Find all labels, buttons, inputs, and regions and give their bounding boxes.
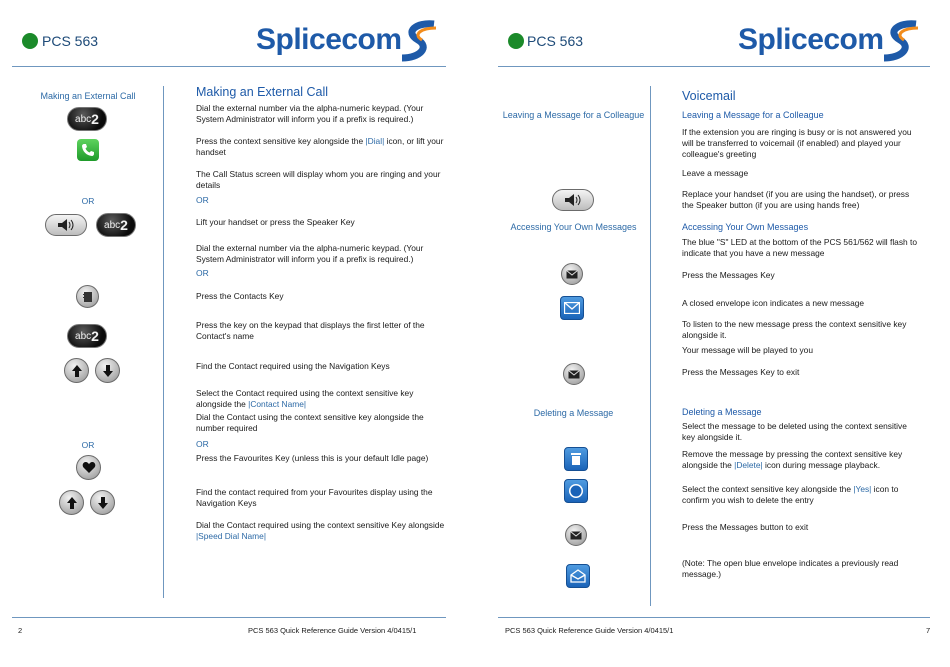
messages-key[interactable] [565,524,587,546]
dial-icon[interactable] [77,139,99,161]
header-divider [12,66,446,67]
step-text: The Call Status screen will display whom you are ringing and your details [196,169,441,190]
subsection-title: Accessing Your Own Messages [682,222,809,232]
speaker-icon [56,218,76,232]
open-envelope-icon[interactable] [566,564,590,588]
footer-divider [498,617,930,618]
footer-guide: PCS 563 Quick Reference Guide Version 4/0415/1 [505,626,674,635]
step-text: Press the Contacts Key [196,291,284,301]
step-text: Press the Messages Key [682,270,775,280]
step-text: Press the Messages button to exit [682,522,809,532]
step-text: Dial the external number via the alpha-numeric keypad. (Your System Administrator will inform you if a prefix is required.) [196,103,424,124]
step-text: A closed envelope icon indicates a new message [682,298,865,308]
abc2-key[interactable]: abc 2 [67,107,107,131]
side-label-leaving: Leaving a Message for a Colleague [502,110,645,120]
splicecom-logo: Splicecom [256,18,440,62]
model-name: PCS 563 [42,33,99,49]
step-text: (Note: The open blue envelope indicates a previously read message.) [682,558,899,579]
arrow-down-icon [97,496,109,510]
footer-divider [12,617,446,618]
delete-bin-icon[interactable] [564,447,588,471]
step-text: Remove the message by pressing the context sensitive key alongside the |Delete| icon during message playback. [682,449,903,470]
arrow-up-icon [66,496,78,510]
step-text: Press the Messages Key to exit [682,367,800,377]
step-text: Dial the external number via the alpha-numeric keypad. (Your System Administrator will inform you if a prefix is required.) [196,243,424,264]
step-text: Find the contact required from your Favourites display using the Navigation Keys [196,487,433,508]
arrow-up-icon [71,364,83,378]
section-title: Voicemail [682,89,736,103]
step-text: Press the key on the keypad that displays the first letter of the Contact's name [196,320,425,341]
side-label-deleting: Deleting a Message [533,408,614,418]
envelope-icon [568,370,580,379]
step-text: Press the Favourites Key (unless this is your default Idle page) [196,453,429,463]
step-text: Select the message to be deleted using the context sensitive key alongside it. [682,421,907,442]
envelope-icon [570,531,582,540]
abc2-key[interactable]: abc 2 [96,213,136,237]
logo-swoosh-icon [396,18,440,62]
header-divider [498,66,930,67]
speaker-key[interactable] [552,189,594,211]
arrow-down-icon [102,364,114,378]
or-text: OR [196,195,209,205]
step-text: Select the context sensitive key alongside the |Yes| icon to confirm you wish to delete the entry [682,484,899,505]
nav-down-key[interactable] [95,358,120,383]
nav-down-key[interactable] [90,490,115,515]
side-or-2: OR [81,440,95,450]
page-number: 2 [18,626,23,635]
step-text: Lift your handset or press the Speaker Key [196,217,355,227]
side-label-accessing: Accessing Your Own Messages [510,222,637,232]
step-text: Dial the Contact using the context sensitive key alongside the number required [196,412,424,433]
step-text: The blue "S" LED at the bottom of the PCS 561/562 will flash to indicate that you have a new message [682,237,917,258]
subsection-title: Deleting a Message [682,407,762,417]
messages-key[interactable] [563,363,585,385]
or-text: OR [196,268,209,278]
confirm-circle-icon[interactable] [564,479,588,503]
footer-guide: PCS 563 Quick Reference Guide Version 4/0415/1 [248,626,417,635]
subsection-title: Leaving a Message for a Colleague [682,110,824,120]
step-text: If the extension you are ringing is busy or is not answered you will be transferred to voicemail (if enabled) and played your colleague's greeting [682,127,912,159]
closed-envelope-icon[interactable] [560,296,584,320]
splicecom-logo: Splicecom [738,18,922,62]
status-dot-icon [22,33,38,49]
column-divider [650,86,651,606]
step-text: Press the context sensitive key alongside the |Dial| icon, or lift your handset [196,136,444,157]
step-text: Find the Contact required using the Navigation Keys [196,361,390,371]
model-name: PCS 563 [527,33,584,49]
messages-key[interactable] [561,263,583,285]
side-or-1: OR [81,196,95,206]
step-text: Dial the Contact required using the context sensitive Key alongside |Speed Dial Name| [196,520,445,541]
speaker-key[interactable] [45,214,87,236]
abc2-key[interactable]: abc 2 [67,324,107,348]
step-text: Leave a message [682,168,749,178]
contacts-key[interactable] [76,285,99,308]
section-title: Making an External Call [196,85,329,99]
nav-up-key[interactable] [64,358,89,383]
favourites-key[interactable] [76,455,101,480]
status-dot-icon [508,33,524,49]
step-text: To listen to the new message press the context sensitive key alongside it. [682,319,907,340]
step-text: Your message will be played to you [682,345,813,355]
page-number: 7 [926,626,931,635]
envelope-icon [566,270,578,279]
logo-swoosh-icon [878,18,922,62]
speaker-icon [563,193,583,207]
heart-icon [82,461,96,474]
column-divider [163,86,164,598]
right-page [475,0,950,667]
step-text: Replace your handset (if you are using the handset), or press the Speaker button (if you are using hands free) [682,189,910,210]
step-text: Select the Contact required using the context sensitive key alongside the |Contact Name| [196,388,414,409]
side-title: Making an External Call [40,91,136,101]
nav-up-key[interactable] [59,490,84,515]
contacts-book-icon [82,291,94,303]
or-text: OR [196,439,209,449]
